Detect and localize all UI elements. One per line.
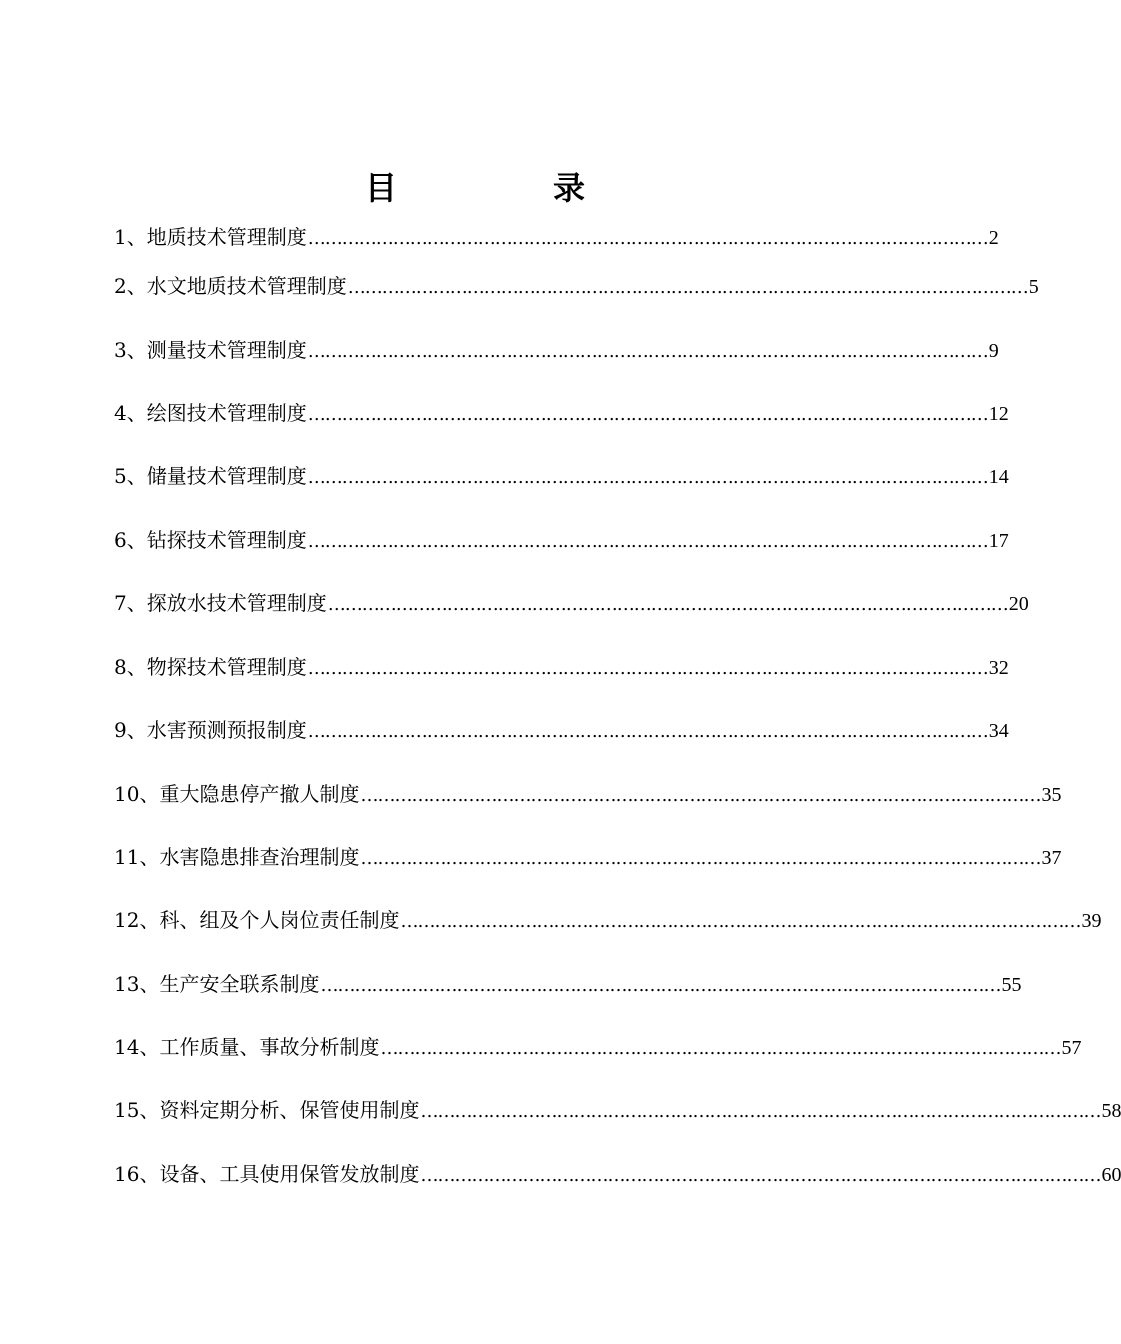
dot-leader: ………………………………………………………………………………………………………… (307, 228, 988, 249)
toc-entry-page-number: 14 (988, 466, 1009, 488)
toc-entry[interactable] (114, 398, 1009, 428)
dot-leader: ………………………………………………………………………………………………………… (380, 1038, 1061, 1059)
toc-entry-page-number: 12 (988, 403, 1009, 425)
toc-entry-label: 7、探放水技术管理制度 (114, 591, 327, 615)
dot-leader: ………………………………………………………………………………………………………… (307, 467, 988, 488)
dot-leader: ………………………………………………………………………………………………………… (360, 785, 1041, 806)
toc-entry-page-number: 34 (988, 720, 1009, 742)
toc-entry-page-number: 9 (988, 340, 999, 362)
toc-entry[interactable] (114, 335, 999, 365)
dot-leader: ………………………………………………………………………………………………………… (307, 531, 988, 552)
toc-entry-label: 16、设备、工具使用保管发放制度 (114, 1162, 420, 1186)
toc-entry-page-number: 37 (1041, 847, 1062, 869)
dot-leader: ………………………………………………………………………………………………………… (420, 1101, 1101, 1122)
toc-entry-label: 2、水文地质技术管理制度 (114, 274, 347, 298)
toc-entry-label: 6、钻探技术管理制度 (114, 528, 307, 552)
toc-entry-page-number: 5 (1028, 276, 1039, 298)
toc-entry[interactable] (114, 222, 999, 252)
dot-leader: ………………………………………………………………………………………………………… (307, 341, 988, 362)
toc-entry-label: 5、储量技术管理制度 (114, 464, 307, 488)
toc-entry-label: 13、生产安全联系制度 (114, 972, 320, 996)
toc-entry[interactable] (114, 715, 1009, 745)
toc-entry[interactable] (114, 1032, 1082, 1062)
toc-entry-label: 11、水害隐患排查治理制度 (114, 845, 360, 869)
toc-entry[interactable] (114, 842, 1062, 872)
toc-entry-label: 15、资料定期分析、保管使用制度 (114, 1098, 420, 1122)
toc-entry-page-number: 17 (988, 530, 1009, 552)
toc-entry-page-number: 35 (1041, 784, 1062, 806)
toc-entry-page-number: 20 (1008, 593, 1029, 615)
toc-entry[interactable] (114, 588, 1029, 618)
dot-leader: ………………………………………………………………………………………………………… (307, 404, 988, 425)
toc-entry-label: 12、科、组及个人岗位责任制度 (114, 908, 400, 932)
toc-entry-label: 8、物探技术管理制度 (114, 655, 307, 679)
toc-entry[interactable] (114, 905, 1102, 935)
toc-entry[interactable] (114, 461, 1009, 491)
dot-leader: ………………………………………………………………………………………………………… (320, 975, 1001, 996)
toc-entry-label: 9、水害预测预报制度 (114, 718, 307, 742)
page-title: 目 录 (364, 169, 647, 207)
dot-leader: ………………………………………………………………………………………………………… (347, 277, 1028, 298)
toc-entry-label: 4、绘图技术管理制度 (114, 401, 307, 425)
toc-entry-label: 3、测量技术管理制度 (114, 338, 307, 362)
dot-leader: ………………………………………………………………………………………………………… (420, 1165, 1101, 1186)
toc-entry-label: 1、地质技术管理制度 (114, 225, 307, 249)
toc-entry-page-number: 32 (988, 657, 1009, 679)
toc-entry[interactable] (114, 779, 1062, 809)
dot-leader: ………………………………………………………………………………………………………… (327, 594, 1008, 615)
toc-entry-page-number: 55 (1001, 974, 1022, 996)
toc-entry-label: 14、工作质量、事故分析制度 (114, 1035, 380, 1059)
dot-leader: ………………………………………………………………………………………………………… (307, 658, 988, 679)
dot-leader: ………………………………………………………………………………………………………… (360, 848, 1041, 869)
toc-entry-page-number: 58 (1101, 1100, 1121, 1122)
toc-entry-page-number: 57 (1061, 1037, 1082, 1059)
toc-entry[interactable] (114, 525, 1009, 555)
toc-entry[interactable] (114, 652, 1009, 682)
toc-entry[interactable] (114, 969, 1022, 999)
dot-leader: ………………………………………………………………………………………………………… (307, 721, 988, 742)
toc-entry-page-number: 60 (1101, 1164, 1121, 1186)
toc-entry[interactable] (114, 271, 1039, 301)
toc-entry[interactable] (114, 1095, 1121, 1125)
dot-leader: ………………………………………………………………………………………………………… (400, 911, 1081, 932)
toc-entry-page-number: 39 (1081, 910, 1102, 932)
toc-entry-page-number: 2 (988, 227, 999, 249)
toc-entry-label: 10、重大隐患停产撤人制度 (114, 782, 360, 806)
toc-entry[interactable] (114, 1159, 1121, 1189)
